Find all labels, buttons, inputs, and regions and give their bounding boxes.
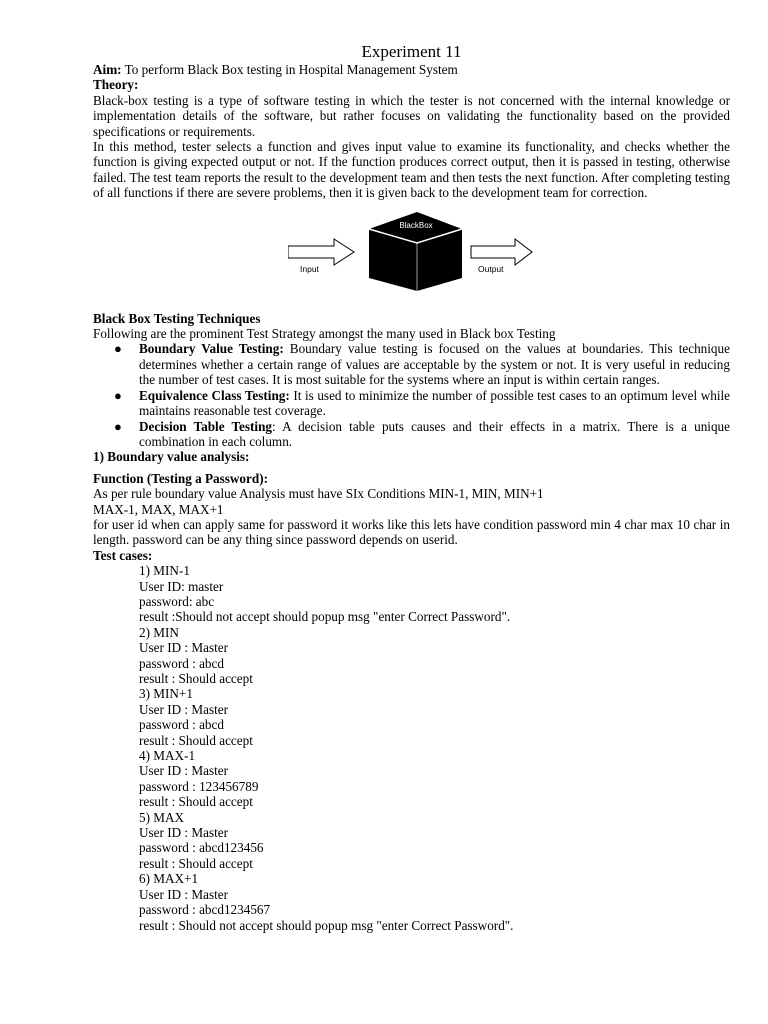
test-case-line: result : Should accept — [139, 671, 253, 686]
function-heading: Function (Testing a Password): — [93, 470, 268, 486]
list-item: ● Decision Table Testing: A decision table puts causes and their effects in a matrix. There is a unique combination in each column. — [114, 418, 730, 449]
test-case-line: result :Should not accept should popup msg "enter Correct Password". — [139, 609, 511, 625]
test-case-line: result : Should not accept should popup msg "enter Correct Password". — [139, 917, 514, 933]
test-case-line: User ID : Master — [139, 763, 228, 779]
test-case-line: 3) MIN+1 — [139, 686, 193, 702]
test-case-line: User ID: master — [139, 578, 224, 594]
test-cases-block — [93, 563, 730, 933]
techniques-list — [93, 341, 730, 449]
page-title: Experiment 11 — [361, 42, 462, 61]
aim-line — [93, 62, 730, 77]
theory-paragraph-1: Black-box testing is a type of software testing in which the tester is not concerned with the internal knowledge or implementation details of the software, but rather focuses on validating the functionality based on the provided specifications or requirements. — [93, 92, 730, 139]
theory-label: Theory: — [93, 77, 139, 93]
bullet-icon: ● — [114, 418, 122, 434]
function-line-1: As per rule boundary value Analysis must have SIx Conditions MIN-1, MIN, MIN+1 — [93, 486, 544, 502]
test-case-line: result : Should accept — [139, 794, 253, 810]
test-case-line: 4) MAX-1 — [139, 748, 196, 764]
bullet-icon: ● — [114, 387, 122, 403]
output-label: Output — [478, 263, 504, 274]
blackbox-label: BlackBox — [399, 220, 433, 230]
bullet-icon: ● — [114, 341, 122, 357]
techniques-intro: Following are the prominent Test Strategy amongst the many used in Black box Testing — [93, 326, 556, 342]
list-item: ● Boundary Value Testing: Boundary value testing is focused on the values at boundaries. This technique determines whether a certain range of values are acceptable by the system or not. It is very useful in reducing the number of test cases. It is most suitable for the systems where an input is within certain ranges. — [114, 341, 730, 388]
theory-paragraph-2: In this method, tester selects a function and gives input value to examine its functionality, and checks whether the function is giving expected output or not. If the function produces correct output, then it is passed in testing, otherwise failed. The test team reports the result to the development team and then tests the next function. After completing testing of all functions if there are severe problems, then it is given back to the development team for correction. — [93, 139, 730, 201]
function-line-3: for user id when can apply same for password it works like this lets have condition password min 4 char max 10 char in length. password can be any thing since password depends on userid. — [93, 516, 730, 548]
document-page — [93, 42, 730, 933]
bva-heading: 1) Boundary value analysis: — [93, 449, 250, 465]
test-case-line: User ID : Master — [139, 701, 228, 717]
test-case-line: password : abcd — [139, 717, 224, 733]
blackbox-diagram — [288, 209, 533, 295]
function-line-2: MAX-1, MAX, MAX+1 — [93, 501, 224, 517]
test-case-line: password: abc — [139, 593, 215, 609]
test-case-line: result : Should accept — [139, 855, 253, 871]
input-arrow — [288, 239, 354, 265]
test-cases-label: Test cases: — [93, 547, 153, 563]
test-case-line: 5) MAX — [139, 809, 185, 825]
list-item: ● Equivalence Class Testing: It is used to minimize the number of possible test cases to an optimum level while maintains reasonable test coverage. — [114, 387, 730, 419]
test-case-line: password : 123456789 — [139, 778, 259, 794]
techniques-heading: Black Box Testing Techniques — [93, 310, 261, 326]
blackbox-figure — [93, 209, 730, 301]
test-case-line: password : abcd123456 — [139, 840, 264, 856]
test-case-line: User ID : Master — [139, 825, 228, 841]
test-case-line: password : abcd — [139, 655, 224, 671]
output-arrow — [471, 239, 532, 265]
test-case-line: 1) MIN-1 — [139, 563, 190, 579]
aim-label: Aim: — [93, 62, 122, 77]
test-case-line: password : abcd1234567 — [139, 902, 271, 918]
test-case-line: 6) MAX+1 — [139, 871, 199, 887]
test-case-line: result : Should accept — [139, 732, 253, 748]
aim-text: To perform Black Box testing in Hospital Management System — [121, 62, 458, 77]
test-case-line: User ID : Master — [139, 886, 228, 902]
input-label: Input — [300, 263, 319, 274]
test-case-line: User ID : Master — [139, 640, 228, 656]
test-case-line: 2) MIN — [139, 624, 179, 640]
